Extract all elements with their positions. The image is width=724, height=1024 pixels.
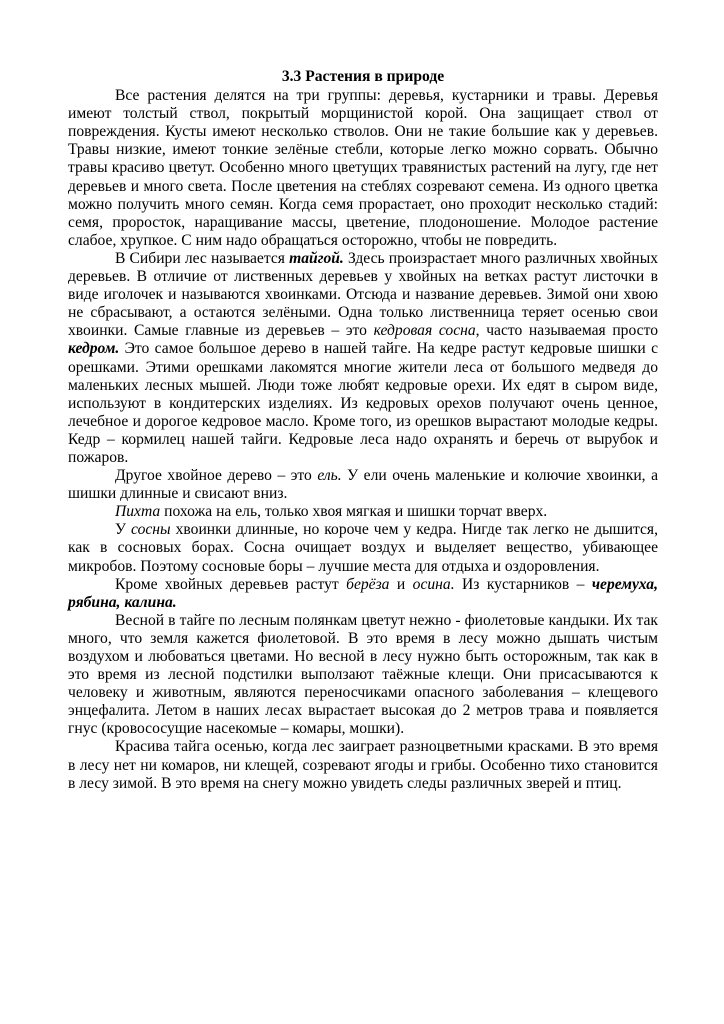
text-run: В Сибири лес называется [115,249,290,267]
text-run: У [115,521,132,539]
term-fir: Пихта [115,503,161,521]
text-run: , часто называемая просто [475,322,658,340]
text-run: У ели очень маленькие и колючие хвоинки, а шишки длинные и свисают вниз. [68,467,658,503]
text-run: хвоинки длинные, но короче чем у кедра. Нигде так легко не дышится, как в сосновых борах. Сосна очищает воздух и выделяет вещество, убивающее микробов. Поэтому сосновые боры – лучшие места для отдыха и оздоровления. [68,521,658,575]
paragraph-taiga [68,250,658,467]
text-run: Здесь произрастает много различных хвойных деревьев. В отличие от лиственных деревьев у хвойных на ветках растут листочки в виде иголочек и называются хвоинками. Отсюда и название деревьев. Зимой они хвою не сбрасывают, а остаются зелёными. Одна только лиственница теряет осенью свои хвоинки. Самые главные из деревьев – это [68,249,658,340]
term-birch: берёза [346,575,390,593]
paragraph-plant-groups: Все растения делятся на три группы: деревья, кустарники и травы. Деревья имеют толстый ствол, покрытый морщинистой корой. Она защищает ствол от повреждения. Кусты имеют несколько стволов. Они не такие большие как у деревьев. Травы низкие, имеют тонкие зелёные стебли, которые легко можно сорвать. Обычно травы красиво цветут. Особенно много цветущих травянистых растений на лугу, где нет деревьев и много света. После цветения на стеблях созревают семена. Из одного цветка можно получить много семян. Когда семя прорастает, оно проходит несколько стадий: семя, проросток, наращивание массы, цветение, плодоношение. Молодое растение слабое, хрупкое. С ним надо обращаться осторожно, чтобы не повредить. [68,87,658,249]
paragraph-pine [68,521,658,575]
section-title: 3.3 Растения в природе [281,68,445,85]
text-run: Кроме хвойных деревьев растут [115,575,347,593]
text-run: Это самое большое дерево в нашей тайге. На кедре растут кедровые шишки с орешками. Этими орешками лакомятся многие жители леса от большого медведя до маленьких лесных мышей. Люди тоже любят кедровые орехи. Их едят в сыром виде, используют в кондитерских изделиях. Из кедровых орехов получают очень ценное, лечебное и дорогое кедровое масло. Кроме того, из орешков вырастают молодые кедры. Кедр – кормилец нашей тайги. Кедровые леса надо охранять и беречь от вырубок и пожаров. [68,340,658,466]
text-run: Из кустарников – [454,575,592,593]
paragraph-spring: Весной в тайге по лесным полянкам цветут нежно - фиолетовые кандыки. Их так много, что земля кажется фиолетовой. В это время в лесу можно дышать чистым воздухом и любоваться цветами. Но весной в лесу нужно быть осторожным, так как в это время из лесной подстилки выползают таёжные клещи. Они присасываются к человеку и животным, являются переносчиками опасного заболевания – клещевого энцефалита. Летом в наших лесах вырастает высокая до 2 метров трава и появляется гнус (кровососущие насекомые – комары, мошки). [68,611,658,738]
term-cedar: кедром. [68,340,120,358]
term-aspen: осина. [412,575,455,593]
paragraph-autumn-winter: Красива тайга осенью, когда лес заиграет разноцветными красками. В это время в лесу нет ни комаров, ни клещей, созревают ягоды и грибы. Особенно тихо становится в лесу зимой. В это время на снегу можно увидеть следы различных зверей и птиц. [68,738,658,792]
paragraph-deciduous [68,576,658,612]
term-cedar-pine: кедровая сосна [373,322,476,340]
text-run: Другое хвойное дерево – это [115,467,318,485]
term-shrubs: черемуха, рябина, калина. [68,575,658,611]
paragraph-fir [68,503,658,521]
term-pine: сосны [131,521,171,539]
text-run: похожа на ель, только хвоя мягкая и шишки торчат вверх. [160,503,548,521]
term-spruce: ель. [317,467,342,485]
document-page [68,68,658,793]
paragraph-spruce [68,467,658,503]
text-run: и [389,575,413,593]
term-taiga: тайгой. [289,249,344,267]
